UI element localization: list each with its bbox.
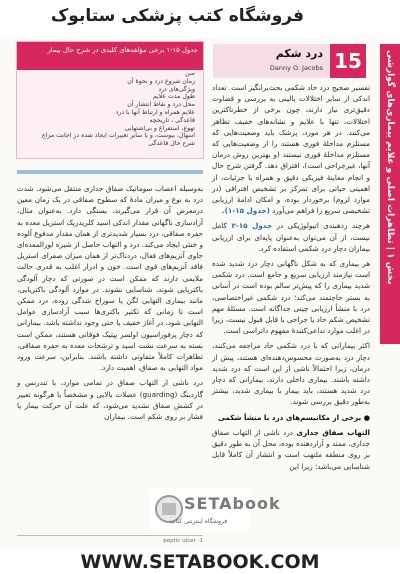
list-item: محل درد و نقاط انتشار آن [127, 101, 195, 109]
left-column [17, 183, 203, 537]
chapter-title-box [213, 44, 329, 78]
site-banner-title: فروشگاه کتب پزشکی ستابوک [50, 6, 304, 26]
chapter-number: 15 [330, 44, 366, 78]
chapter-author: Danny O. Jacobs [269, 64, 323, 72]
watermark-text: SETAbook [184, 494, 281, 513]
paragraph: درد ناشی از التهاب صفاق در تمامی موارد، با تندرنس و گاردینگ (guarding) عضلات بالایی و مشخصاً با هرگونه تغییر در کشش صفاق تشدید می‌شود، که علت آن حرکت بیمار یا فشار بر روی شکم است. بیماران [17, 378, 203, 422]
table-list [17, 70, 203, 148]
right-column [212, 82, 370, 537]
table-caption: جدول ۱۵-۱ برخی مؤلفه‌های کلیدی در شرح حال بیمار [17, 42, 203, 70]
side-tab [380, 44, 400, 344]
table-reference-link[interactable]: جدول ۱۵-۲ [231, 221, 273, 231]
side-tab-label: بخش ۱ | تظاهرات اصلی و علایم بیماری‌های گوارشی [385, 50, 395, 285]
paragraph: هرچند ردهبندی اتیولوژیکی در جدول ۱۵-۲ کامل نیست، از آن می‌توان به‌عنوان پایه‌ای برای ارزیابی بیماران دچار درد شکمی استفاده کرد. [212, 221, 370, 253]
list-item: زمان شروع درد و نحوۀ آن [127, 77, 195, 85]
list-item: شرح حال قاعدگی [148, 140, 195, 148]
section-heading: ● برخی از مکانیسم‌های درد با منشأ شکمی [218, 412, 370, 422]
footnote: 1- peptic ulcer [17, 535, 203, 544]
list-item: سن [185, 70, 195, 77]
site-banner [0, 0, 400, 38]
table-reference-link[interactable]: (جدول ۱۵-۱). [221, 206, 270, 216]
history-table [16, 41, 204, 159]
list-item: ویژگی‌های درد [158, 85, 195, 93]
list-item: طول مدت علایم [152, 93, 195, 101]
paragraph: به‌وسیله اعصاب سوماتیک صفاق جداری منتقل می‌شود. شدت درد به نوع و میزان مادۀ که سطوح صفاقی در یک زمان معین درمعرض آن قرار می‌گیرند، بستگی دارد. به‌عنوان مثال، آزادسازی ناگهانی مقدار اندکی اسید کلریدریک استریل معده به حفره صفاقی، درد بسیار شدیدتری از همان مقدار مدفوع آلوده و خنثی ایجاد می‌کند. درد و التهاب حاصل از شیره لوزالمعده‌ای حاوی آنزیم‌های فعال، دردناک‌تر از همان میزان صفرای استریل فاقد آنزیم‌های قوی است. خون و ادرار اغلب به قدری حالت ملایمی دارند که ممکن است در صورتی که دچار آلودگی باکتریایی شوند، شناسایی نشوند. در موارد آلودگی باکتریایی، مانند بیماری التهابی لگن یا سوراخ شدگی روده، درد ممکن است تا زمانی که تکثیر باکتری‌ها سبب آزادسازی عوامل التهابی شود، در آغاز خفیف یا حتی وجود نداشته باشد. بیمارانی که دچار پرفوراسیون اولسر پپتیک فوقانی هستند، ممکن است بسته به سرعت نشت اسید و ترشحات معده به حفره صفاقی، تظاهرات کاملاً متفاوتی داشته باشند. بنابراین، سرعت ورود مواد التهابی به صفاق، اهمیت دارد. [17, 184, 203, 373]
list-item: علایم همراه و ارتباط آنها با درد [115, 108, 195, 116]
watermark-logo [150, 488, 281, 532]
list-item: اسهال، یبوست، و یا سایر تغییرات ایجاد شده در اجابت مزاج [41, 132, 195, 140]
footer-url[interactable]: WWW.SETABOOK.COM [0, 550, 400, 574]
paragraph: التهاب صفاق جداری درد ناشی از التهاب صفاق جداری، ممتد و آزاردهنده بوده، محل آن به طور دقیق بر روی منطقه ملتهب است و انتشار آن کاملاً قابل شناسایی می‌باشد؛ زیرا این [212, 427, 370, 471]
paragraph: تفسیر صحیح درد حاد شکمی بحث‌برانگیز است. تعداد اندکی از سایر اختلالات بالینی به بررسی و قضاوت دقیق‌تری نیاز دارند، چون برخی از خطرناکترین اختلالات، تنها با علایم و نشانه‌های خفیف تظاهر می‌کنند. در هر مورد، پزشک باید وضعیت‌هایی که مستلزم مداخلۀ فوری هستند را از وضعیت‌هایی که مستلزم مداخلۀ فوری نیستند (و بهترین روش درمان آنها، غیرجراحی است)، افتراق دهد. گرفتن شرح حال و انجام معاینۀ فیزیکی دقیق و همراه با جزئیات، از اهمیتی حیاتی برای تمرکز بر تشخیص افتراقی (در موارد لزوم) برخوردار بوده، و امکان ادامۀ ارزیابی تشخیصی سریع را فراهم می‌آورد (جدول ۱۵-۱). [212, 83, 370, 216]
watermark-subtext: فروشگاه اینترنتی کتاب [170, 518, 228, 525]
paragraph: هر بیماری که به شکل ناگهانی دچار درد شدید شده است نیازمند ارزیابی سریع و جامع است. درد شکمی شدید بیماری را که پیش‌تر سالم بوده است در آسانی به بستر حاجتمند می‌کند؛ درد شکمی غیراختصاصی، درد با منشأ ارزیابی چینی جداگانه است. مسئلۀ مهم تشخیص شکم حاد یا جراحی با قابل قبول نیست، زیرا در اغلب موارد تداعی‌کنندۀ مفهوم داتراسی است. [212, 259, 370, 336]
subsection-heading: التهاب صفاق جداری [296, 427, 370, 437]
list-item: قاعدگی ، تاریخچه [149, 116, 195, 124]
chapter-title: درد شکم [275, 47, 323, 60]
paragraph: اکثر بیمارانی که با درد شکمی حاد مراجعه می‌کنند، دچار درد به‌صورت محسوس‌دهنده‌ای هستند، پیش از درمان، زیرا احتمالاً ناشی از این است که درد شدید داشته باشند. بیماری داخلی دارند، بیمارانی که دچار درد شدید هستند، باید بیمار با بیماری شدید، بیشتر به‌طور دقیق بررسی شوند. [212, 341, 370, 407]
list-item: تهوع، استفراغ و بی‌اشتهایی [124, 124, 195, 132]
divider [17, 170, 203, 174]
